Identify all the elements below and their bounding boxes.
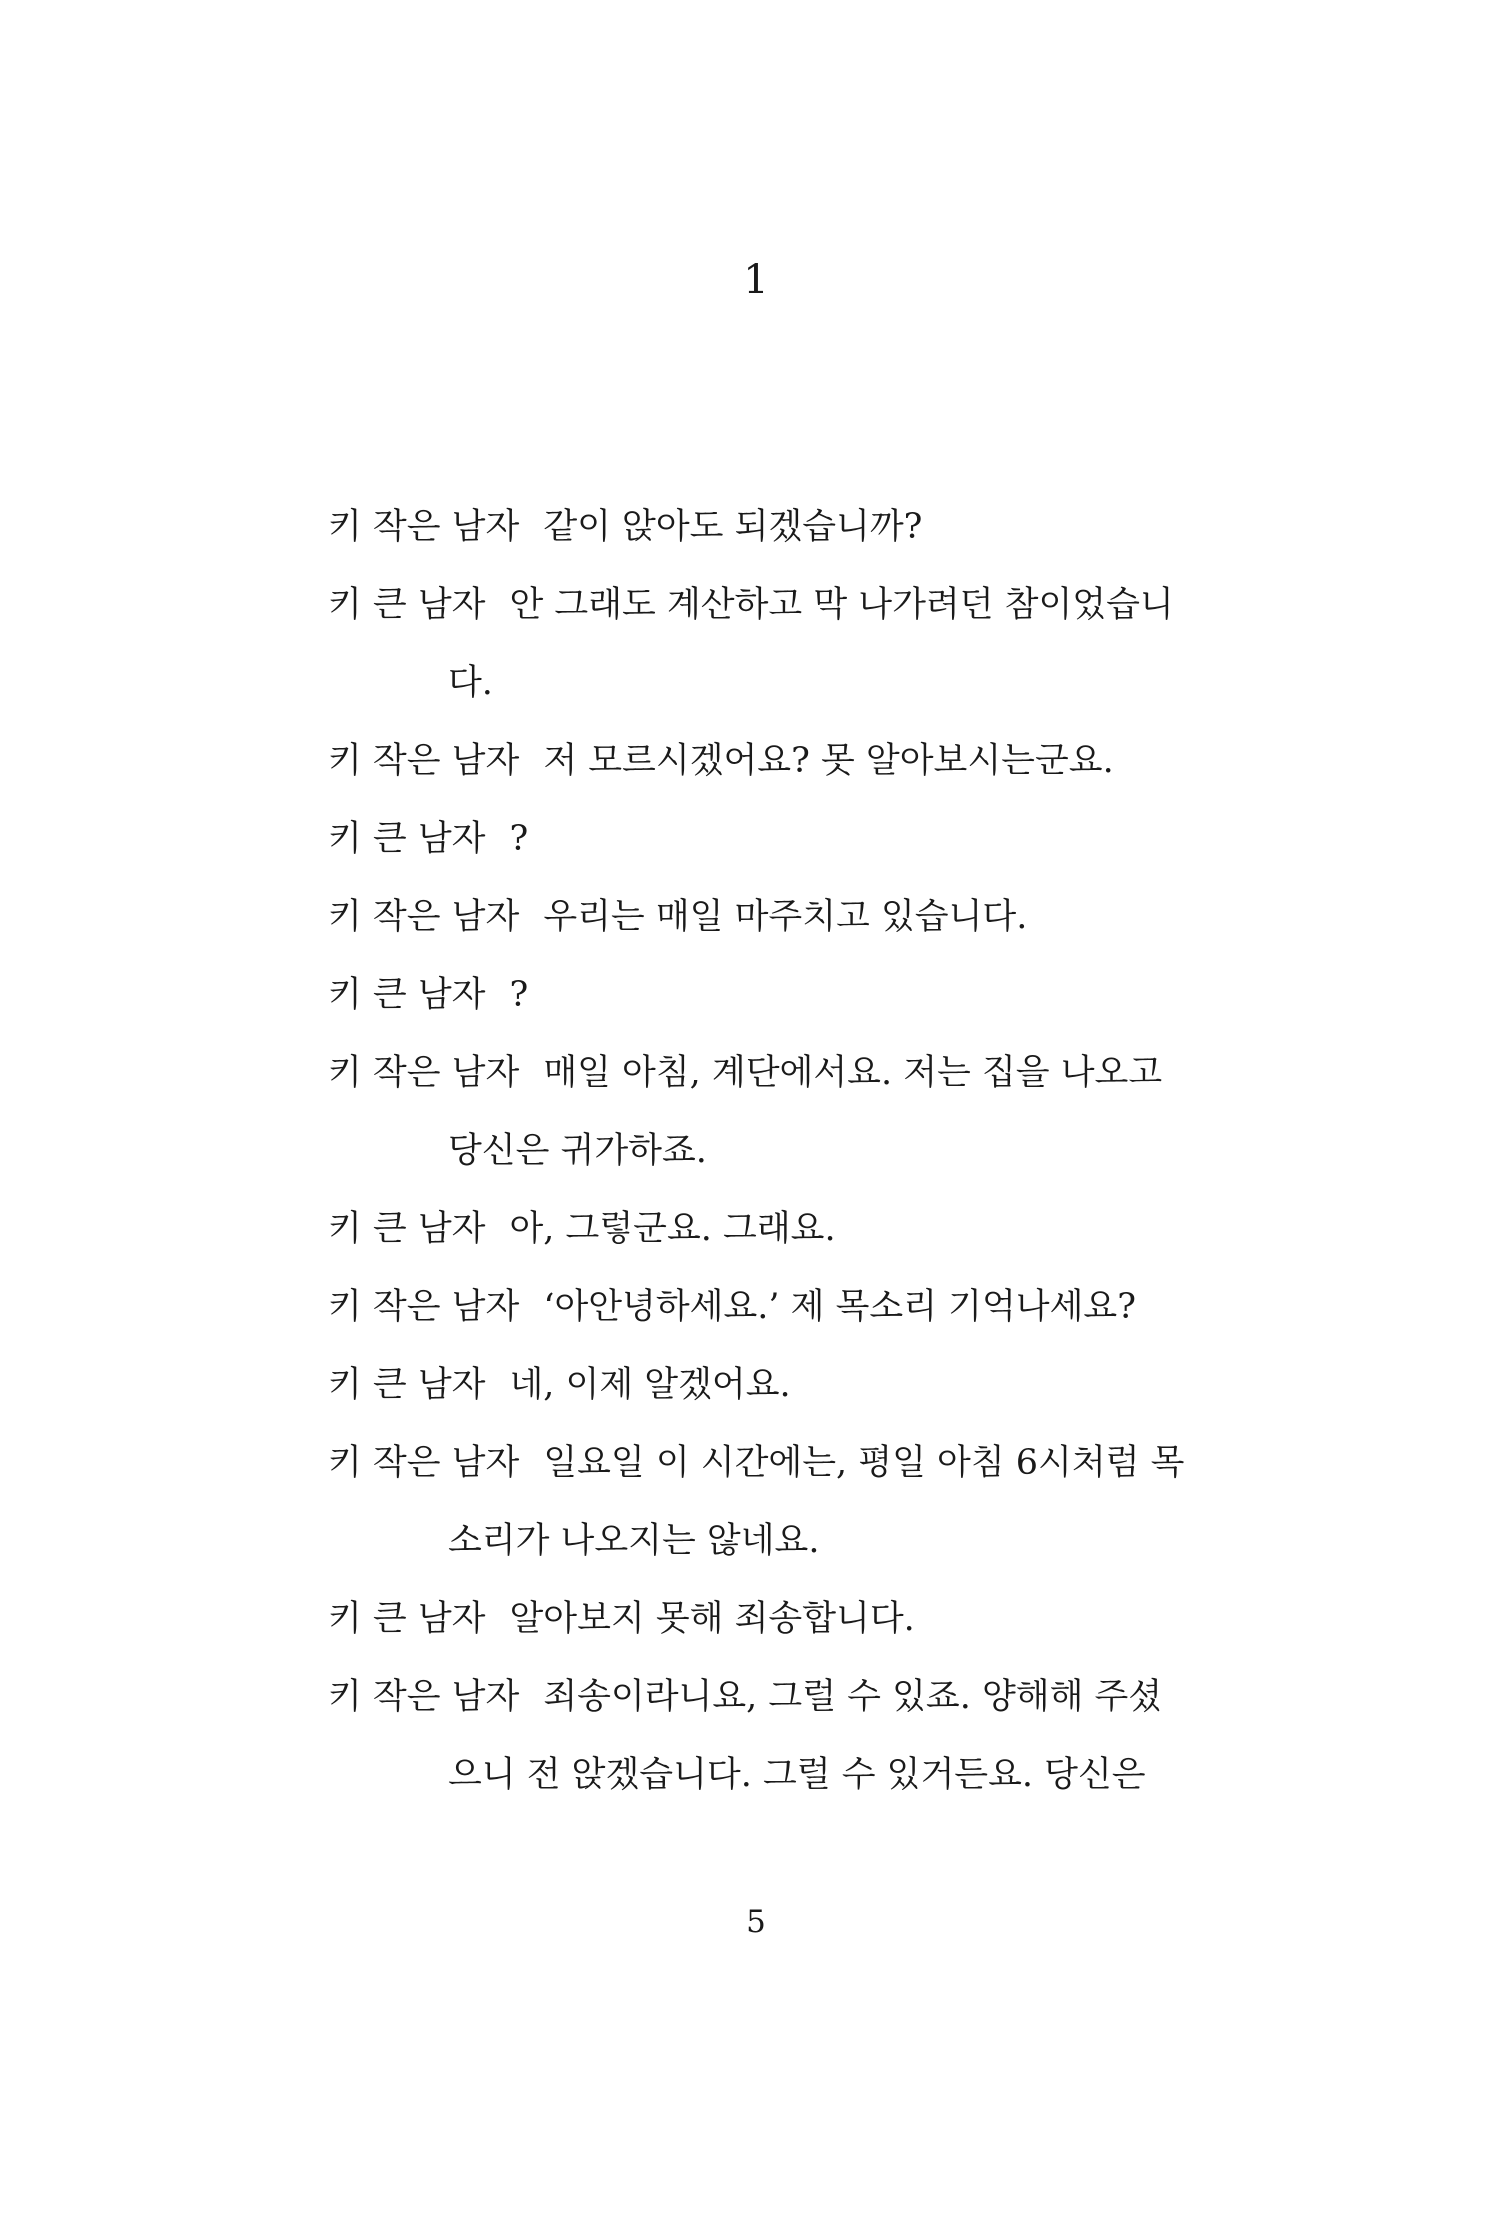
dialogue-line [328, 878, 1248, 956]
dialogue-text: 일요일 이 시간에는, 평일 아침 6시처럼 목 [543, 1443, 1185, 1483]
dialogue-line [328, 1190, 1248, 1268]
dialogue-text: ‘아안녕하세요.’ 제 목소리 기억나세요? [543, 1287, 1136, 1327]
dialogue-text: 당신은 귀가하죠. [448, 1131, 707, 1171]
dialogue-text: ? [509, 975, 529, 1015]
dialogue-line [328, 566, 1248, 644]
dialogue-line [328, 722, 1248, 800]
dialogue-text: 으니 전 앉겠습니다. 그럴 수 있거든요. 당신은 [448, 1755, 1146, 1795]
chapter-number: 1 [743, 257, 769, 303]
dialogue-continuation [328, 1502, 1248, 1580]
dialogue-text: 알아보지 못해 죄송합니다. [509, 1599, 915, 1639]
speaker-name: 키 큰 남자 [328, 975, 486, 1015]
dialogue-text: 아, 그렇군요. 그래요. [509, 1209, 836, 1249]
dialogue-line [328, 1034, 1248, 1112]
speaker-name: 키 작은 남자 [328, 1287, 520, 1327]
dialogue-continuation [328, 644, 1248, 722]
dialogue-line [328, 956, 1248, 1034]
dialogue-text: 우리는 매일 마주치고 있습니다. [543, 897, 1028, 937]
speaker-name: 키 작은 남자 [328, 1053, 520, 1093]
dialogue-text: 죄송이라니요, 그럴 수 있죠. 양해해 주셨 [543, 1677, 1163, 1717]
script-body [328, 488, 1248, 1814]
page-number: 5 [746, 1904, 766, 1940]
dialogue-text: 저 모르시겠어요? 못 알아보시는군요. [543, 741, 1114, 781]
speaker-name: 키 큰 남자 [328, 1365, 486, 1405]
speaker-name: 키 큰 남자 [328, 585, 486, 625]
dialogue-line [328, 1424, 1248, 1502]
dialogue-line [328, 1268, 1248, 1346]
speaker-name: 키 작은 남자 [328, 507, 520, 547]
dialogue-continuation [328, 1112, 1248, 1190]
speaker-name: 키 작은 남자 [328, 741, 520, 781]
speaker-name: 키 큰 남자 [328, 1599, 486, 1639]
dialogue-line [328, 1580, 1248, 1658]
dialogue-text: 안 그래도 계산하고 막 나가려던 참이었습니 [509, 585, 1174, 625]
dialogue-text: ? [509, 819, 529, 859]
dialogue-continuation [328, 1736, 1248, 1814]
dialogue-line [328, 488, 1248, 566]
speaker-name: 키 작은 남자 [328, 1677, 520, 1717]
dialogue-text: 소리가 나오지는 않네요. [448, 1521, 820, 1561]
speaker-name: 키 큰 남자 [328, 819, 486, 859]
dialogue-line [328, 1658, 1248, 1736]
dialogue-text: 같이 앉아도 되겠습니까? [543, 507, 923, 547]
dialogue-text: 다. [448, 663, 493, 703]
dialogue-text: 네, 이제 알겠어요. [509, 1365, 791, 1405]
dialogue-line [328, 800, 1248, 878]
dialogue-text: 매일 아침, 계단에서요. 저는 집을 나오고 [543, 1053, 1163, 1093]
speaker-name: 키 큰 남자 [328, 1209, 486, 1249]
speaker-name: 키 작은 남자 [328, 897, 520, 937]
speaker-name: 키 작은 남자 [328, 1443, 520, 1483]
dialogue-line [328, 1346, 1248, 1424]
